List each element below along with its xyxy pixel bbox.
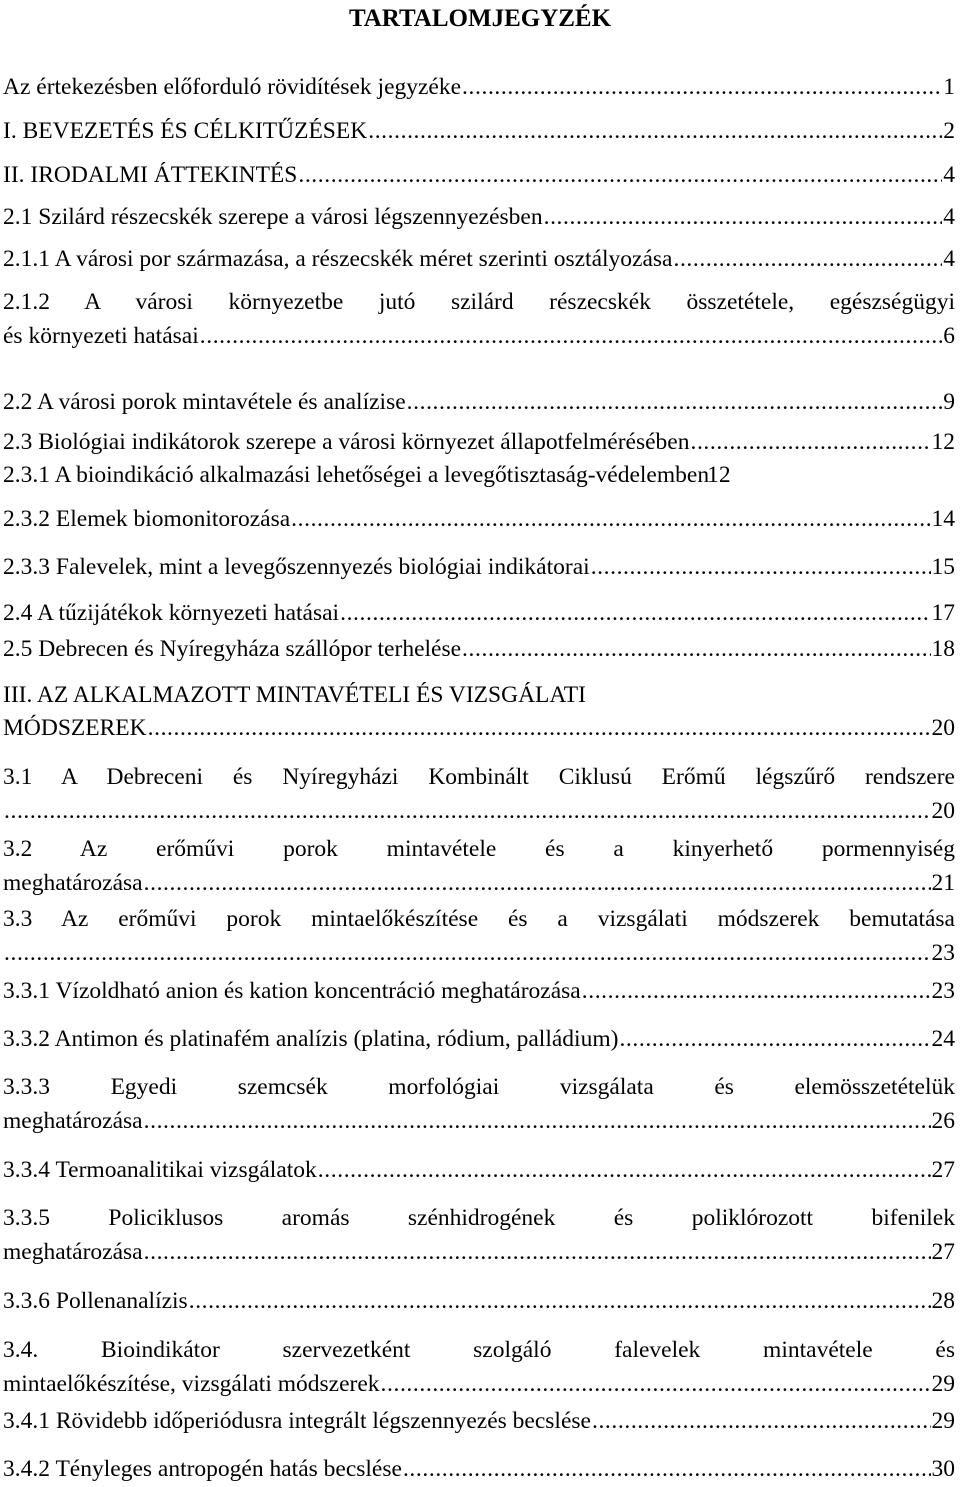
dot-leader — [4, 794, 931, 828]
toc-entry-title: 2.2 A városi porok mintavétele és analízise — [3, 389, 406, 415]
toc-entry[interactable] — [3, 158, 955, 192]
toc-entry-title: meghatározása — [3, 1239, 143, 1265]
toc-entry-title: 3.3.2 Antimon és platinafém analízis (platina, ródium, palládium) — [3, 1026, 619, 1052]
dot-leader — [144, 1104, 931, 1138]
toc-entry[interactable] — [3, 1070, 955, 1138]
dot-leader — [368, 114, 942, 148]
toc-entry[interactable] — [3, 458, 955, 492]
toc-entry[interactable] — [3, 285, 955, 353]
toc-page-number: 17 — [931, 600, 955, 626]
toc-page-number: 26 — [931, 1108, 955, 1134]
toc-page-number: 4 — [943, 246, 955, 272]
toc-page-number: 14 — [931, 506, 955, 532]
dot-leader — [381, 1367, 931, 1401]
toc-entry-title: 2.1.1 A városi por származása, a részecskék méret szerinti osztályozása — [3, 246, 673, 272]
toc-entry[interactable] — [3, 974, 955, 1008]
toc-entry-title-first-line: 2.1.2 A városi környezetbe jutó szilárd részecskék összetétele, egészségügyi — [3, 289, 955, 315]
toc-page-number: 23 — [931, 940, 955, 966]
toc-page-number: 4 — [943, 162, 955, 188]
toc-page-number: 20 — [931, 715, 955, 741]
dot-leader — [4, 936, 931, 970]
dot-leader — [582, 974, 931, 1008]
page-title: TARTALOMJEGYZÉK — [348, 5, 612, 32]
toc-page-number: 30 — [931, 1456, 955, 1482]
toc-entry-title: 2.3.3 Falevelek, mint a levegőszennyezés biológiai indikátorai — [3, 554, 590, 580]
toc-page-number: 6 — [943, 323, 955, 349]
toc-entry[interactable] — [3, 242, 955, 276]
toc-page-number: 9 — [943, 389, 955, 415]
toc-entry-title-first-line: 3.3.5 Policiklusos aromás szénhidrogének és poliklórozott bifenilek — [3, 1205, 955, 1231]
dot-leader — [189, 1284, 931, 1318]
dot-leader — [298, 158, 942, 192]
toc-entry-title: 3.4.2 Tényleges antropogén hatás becslése — [3, 1456, 402, 1482]
toc-entry[interactable] — [3, 632, 955, 666]
toc-entry-title-first-line: 3.3 Az erőművi porok mintaelőkészítése és a vizsgálati módszerek bemutatása — [3, 906, 955, 932]
toc-entry[interactable] — [3, 1333, 955, 1401]
toc-entry-title: Az értekezésben előforduló rövidítések jegyzéke — [3, 74, 462, 100]
dot-leader — [291, 502, 930, 536]
toc-page-number: 18 — [931, 636, 955, 662]
dot-leader — [592, 1404, 931, 1438]
toc-page-number: 24 — [931, 1026, 955, 1052]
dot-leader — [619, 1022, 930, 1056]
toc-entry-title-first-line: 3.4. Bioindikátor szervezetként szolgáló falevelek mintavétele és — [3, 1337, 955, 1363]
toc-entry[interactable] — [3, 200, 955, 234]
dot-leader — [462, 632, 930, 666]
toc-entry-title-first-line: 3.3.3 Egyedi szemcsék morfológiai vizsgálata és elemösszetételük — [3, 1074, 955, 1100]
toc-entry-title: meghatározása — [3, 870, 143, 896]
dot-leader — [462, 70, 942, 104]
dot-leader — [591, 550, 931, 584]
toc-entry[interactable] — [3, 832, 955, 900]
toc-entry[interactable] — [3, 70, 955, 104]
dot-leader — [144, 1235, 931, 1269]
toc-entry-title: 2.3.1 A bioindikáció alkalmazási lehetőségei a levegőtisztaság-védelemben — [3, 462, 710, 488]
toc-entry-title: 3.3.6 Pollenanalízis — [3, 1288, 188, 1314]
dot-leader — [144, 866, 931, 900]
dot-leader — [318, 1153, 931, 1187]
dot-leader — [690, 425, 930, 459]
toc-entry-title: 3.3.4 Termoanalitikai vizsgálatok — [3, 1157, 317, 1183]
toc-page-number: 2 — [943, 118, 955, 144]
toc-entry-title: 3.4.1 Rövidebb időperiódusra integrált légszennyezés becslése — [3, 1408, 591, 1434]
dot-leader — [673, 242, 942, 276]
dot-leader — [544, 200, 943, 234]
toc-page-number: 28 — [931, 1288, 955, 1314]
toc-entry[interactable] — [3, 677, 955, 749]
toc-entry[interactable] — [3, 385, 955, 419]
toc-page-number: 12 — [931, 429, 955, 455]
toc-page-number: 29 — [931, 1371, 955, 1397]
toc-entry-title-first-line: 3.1 A Debreceni és Nyíregyházi Kombinált Ciklusú Erőmű légszűrő rendszere — [3, 764, 955, 790]
toc-entry-title: MÓDSZEREK — [3, 715, 147, 741]
toc-entry[interactable] — [3, 1452, 955, 1486]
toc-entry[interactable] — [3, 502, 955, 536]
toc-page-number: 27 — [931, 1157, 955, 1183]
toc-entry-title: meghatározása — [3, 1108, 143, 1134]
toc-page-number: 4 — [943, 204, 955, 230]
toc-entry[interactable] — [3, 1284, 955, 1318]
toc-entry-title: I. BEVEZETÉS ÉS CÉLKITŰZÉSEK — [3, 118, 368, 144]
toc-entry[interactable] — [3, 425, 955, 459]
toc-entry[interactable] — [3, 550, 955, 584]
toc-entry-title: 2.4 A tűzijátékok környezeti hatásai — [3, 600, 340, 626]
toc-entry-title-first-line: 3.2 Az erőművi porok mintavétele és a kinyerhető pormennyiség — [3, 836, 955, 862]
toc-entry-title: 2.5 Debrecen és Nyíregyháza szállópor terhelése — [3, 636, 462, 662]
toc-entry[interactable] — [3, 760, 955, 828]
toc-entry-title: és környezeti hatásai — [3, 323, 199, 349]
toc-page-number: 15 — [931, 554, 955, 580]
toc-entry-title: II. IRODALMI ÁTTEKINTÉS — [3, 162, 298, 188]
toc-page-number: 20 — [931, 798, 955, 824]
toc-page-number: 23 — [931, 978, 955, 1004]
dot-leader — [407, 385, 943, 419]
toc-entry-title-first-line: III. AZ ALKALMAZOTT MINTAVÉTELI ÉS VIZSGÁLATI — [3, 682, 586, 708]
dot-leader — [340, 596, 930, 630]
toc-entry[interactable] — [3, 1153, 955, 1187]
toc-entry-title: 2.3.2 Elemek biomonitorozása — [3, 506, 291, 532]
toc-page-number: 1 — [943, 74, 955, 100]
toc-entry-title: 2.1 Szilárd részecskék szerepe a városi légszennyezésben — [3, 204, 543, 230]
toc-entry-title: 2.3 Biológiai indikátorok szerepe a városi környezet állapotfelmérésében — [3, 429, 690, 455]
toc-entry[interactable] — [3, 1404, 955, 1438]
toc-entry[interactable] — [3, 596, 955, 630]
toc-page-number: 27 — [931, 1239, 955, 1265]
toc-page-number: 12 — [707, 462, 731, 488]
dot-leader — [148, 713, 931, 743]
toc-page-number: 29 — [931, 1408, 955, 1434]
toc-entry[interactable] — [3, 1022, 955, 1056]
toc-entry[interactable] — [3, 902, 955, 970]
toc-entry[interactable] — [3, 1201, 955, 1269]
dot-leader — [200, 319, 943, 353]
dot-leader — [403, 1452, 931, 1486]
toc-entry[interactable] — [3, 114, 955, 148]
toc-page-number: 21 — [931, 870, 955, 896]
toc-entry-title: 3.3.1 Vízoldható anion és kation koncentráció meghatározása — [3, 978, 581, 1004]
toc-entry-title: mintaelőkészítése, vizsgálati módszerek — [3, 1371, 380, 1397]
